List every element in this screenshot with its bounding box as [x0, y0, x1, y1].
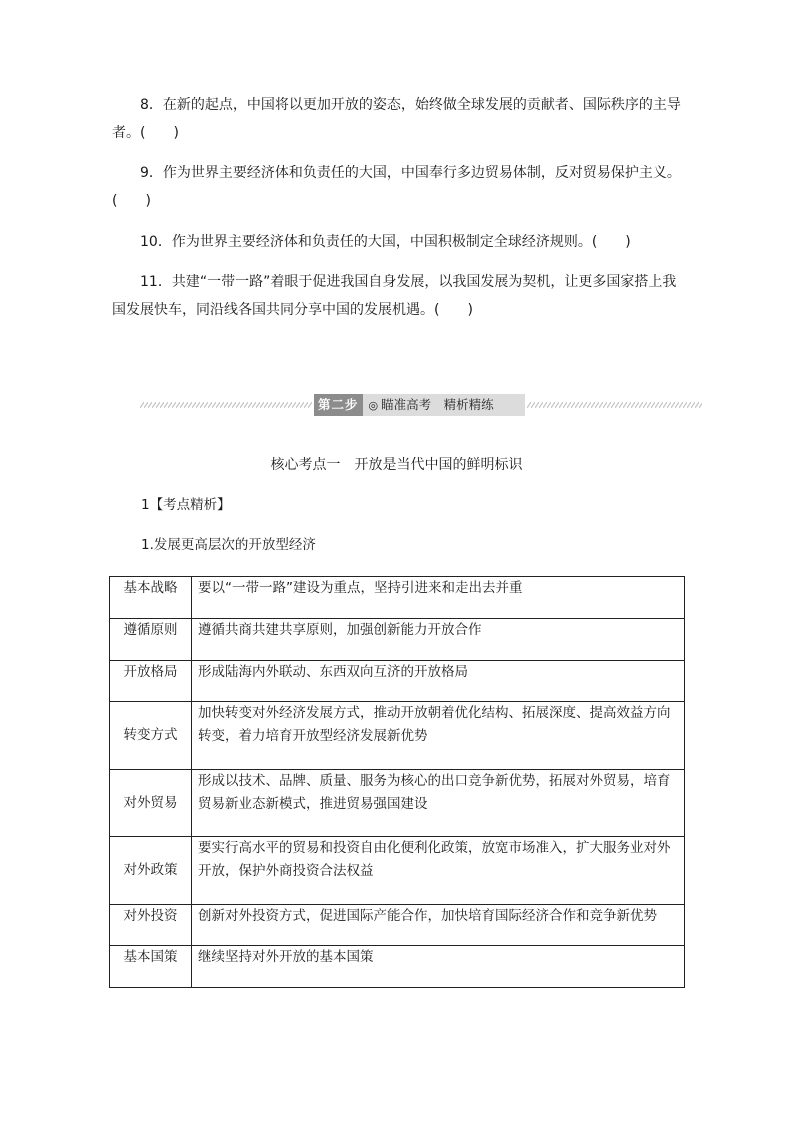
row-value: 形成以技术、品牌、质量、服务为核心的出口竞争新优势，拓展对外贸易，培育贸易新业态新模式，推进贸易强国建设	[198, 773, 671, 812]
table-value-cell	[192, 837, 685, 905]
table-key-cell	[110, 661, 192, 702]
question-10-text: 10．作为世界主要经济体和负责任的大国，中国积极制定全球经济规则。( )	[140, 234, 631, 250]
question-8	[112, 91, 690, 147]
banner-step-label: 第二步	[314, 394, 363, 416]
table-value-cell	[192, 905, 685, 946]
question-8-text: 8．在新的起点，中国将以更加开放的姿态，始终做全球发展的贡献者、国际秩序的主导者。( )	[112, 97, 681, 141]
row-value: 要实行高水平的贸易和投资自由化便利化政策，放宽市场准入，扩大服务业对外开放，保护外商投资合法权益	[198, 840, 671, 879]
table-key-cell	[110, 770, 192, 837]
table-row	[110, 661, 685, 702]
banner-dot-icon: ◎	[368, 399, 379, 412]
table-value-cell	[192, 577, 685, 619]
analysis-label: 1【考点精析】	[141, 497, 231, 513]
question-9-text: 9．作为世界主要经济体和负责任的大国，中国奉行多边贸易体制，反对贸易保护主义。( )	[112, 165, 681, 209]
row-key: 遵循原则	[123, 622, 178, 638]
subheading: 1.发展更高层次的开放型经济	[141, 537, 316, 553]
question-11-text: 11．共建“一带一路”着眼于促进我国自身发展，以我国发展为契机，让更多国家搭上我国发展快车，同沿线各国共同分享中国的发展机遇。( )	[112, 274, 677, 318]
row-key: 对外贸易	[123, 794, 178, 811]
banner-subtitle: 瞄准高考 精析精练	[381, 397, 494, 412]
open-economy-table	[109, 576, 685, 988]
row-value: 形成陆海内外联动、东西双向互济的开放格局	[198, 664, 468, 680]
table-row	[110, 905, 685, 946]
table-row	[110, 770, 685, 837]
row-key: 转变方式	[123, 727, 178, 743]
table-key-cell	[110, 946, 192, 988]
table-value-cell	[192, 946, 685, 988]
table-key-cell	[110, 837, 192, 905]
banner-rail-left	[140, 402, 312, 408]
row-key: 基本战略	[123, 580, 178, 596]
table-row	[110, 946, 685, 988]
table-row	[110, 837, 685, 905]
row-key: 开放格局	[123, 664, 178, 680]
row-value: 要以“一带一路”建设为重点，坚持引进来和走出去并重	[198, 580, 523, 596]
table-key-cell	[110, 905, 192, 946]
row-value: 创新对外投资方式，促进国际产能合作，加快培育国际经济合作和竞争新优势	[198, 908, 657, 924]
row-key: 对外政策	[123, 862, 178, 878]
banner-tag	[314, 394, 525, 416]
section-title: 核心考点一 开放是当代中国的鲜明标识	[270, 457, 523, 473]
row-value: 加快转变对外经济发展方式，推动开放朝着优化结构、拓展深度、提高效益方向转变，着力培育开放型经济发展新优势	[198, 705, 671, 744]
table-key-cell	[110, 619, 192, 661]
table-row	[110, 702, 685, 770]
table-row	[110, 619, 685, 661]
table-value-cell	[192, 702, 685, 770]
table-value-cell	[192, 770, 685, 837]
section-banner	[140, 394, 702, 416]
row-key: 对外投资	[123, 908, 178, 924]
table-key-cell	[110, 577, 192, 619]
table-row	[110, 577, 685, 619]
table-value-cell	[192, 661, 685, 702]
question-11	[112, 268, 690, 324]
table-value-cell	[192, 619, 685, 661]
row-value: 遵循共商共建共享原则，加强创新能力开放合作	[198, 622, 482, 638]
banner-rail-right	[527, 402, 702, 408]
row-value: 继续坚持对外开放的基本国策	[198, 949, 374, 965]
row-key: 基本国策	[123, 949, 178, 965]
question-9	[112, 159, 690, 215]
table-key-cell	[110, 702, 192, 770]
question-10	[112, 228, 690, 256]
